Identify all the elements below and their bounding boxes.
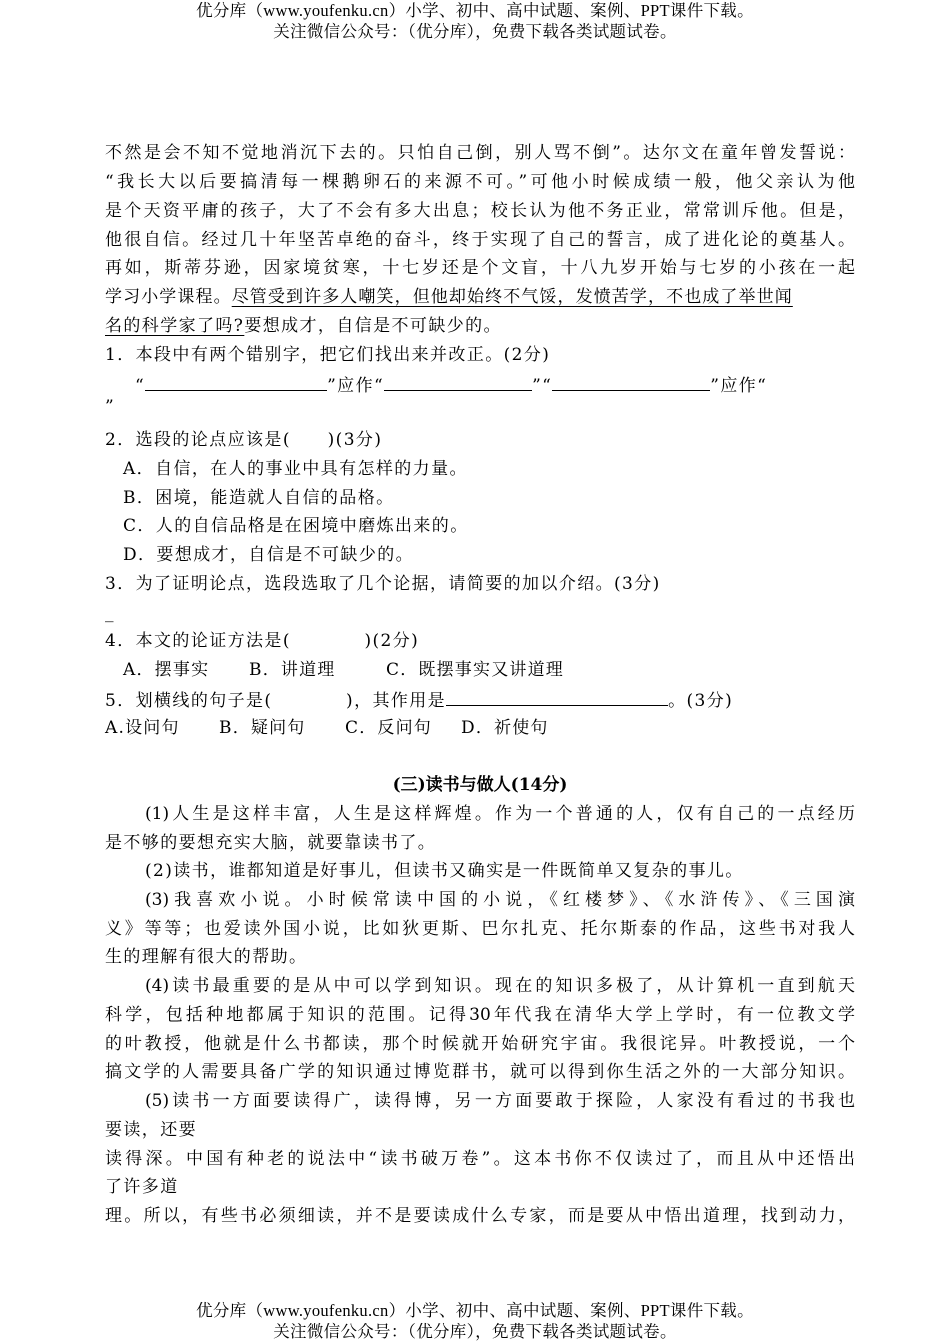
section-paragraph-line: 读得深。中国有种老的说法中“读书破万卷”。这本书你不仅读过了，而且从中还悟出 xyxy=(105,1149,855,1169)
section-title: (三)读书与做人(14分) xyxy=(392,775,568,795)
question-4-option-b: B．讲道理 xyxy=(249,660,336,680)
question-2-option-c: C．人的自信品格是在困境中磨炼出来的。 xyxy=(123,516,469,536)
question-4-option-a: A．摆事实 xyxy=(123,660,210,680)
question-2-option-a: A．自信，在人的事业中具有怎样的力量。 xyxy=(123,459,468,479)
footer-line-2: 关注微信公众号：（优分库），免费下载各类试题试卷。 xyxy=(273,1322,677,1341)
section-paragraph-line: 理。所以，有些书必须细读，并不是要读成什么专家，而是要从中悟出道理，找到动力， xyxy=(105,1206,855,1226)
section-paragraph-line: 搞文学的人需要具备广学的知识通过博览群书，就可以得到你生活之外的一大部分知识。 xyxy=(105,1062,855,1082)
question-1-answer-row: “ ”应作“ ”“ ”应作“ xyxy=(135,376,768,396)
section-paragraph-line: 科学，包括种地都属于知识的范围。记得30年代我在清华大学上学时，有一位教文学 xyxy=(105,1005,855,1025)
section-paragraph-line: (3)我喜欢小说。小时候常读中国的小说，《红楼梦》、《水浒传》、《三国演 xyxy=(145,890,855,910)
passage-line: 再如，斯蒂芬逊，因家境贫寒，十七岁还是个文盲，十八九岁开始与七岁的小孩在一起 xyxy=(105,258,855,278)
section-paragraph-line: 义》等等；也爱读外国小说，比如狄更斯、巴尔扎克、托尔斯泰的作品，这些书对我人 xyxy=(105,919,855,939)
question-1: 1．本段中有两个错别字，把它们找出来并改正。(2分) xyxy=(105,345,551,365)
answer-blank[interactable] xyxy=(446,689,668,706)
page-header xyxy=(0,0,950,42)
passage-text: 学习小学课程。 xyxy=(105,287,232,307)
underlined-sentence: 尽管受到许多人嘲笑，但他却始终不气馁，发愤苦学，不也成了举世闻 xyxy=(231,287,793,307)
question-3-mark: _ xyxy=(105,603,115,623)
question-5-option-a: A.设问句 xyxy=(105,718,180,738)
question-4-option-c: C．既摆事实又讲道理 xyxy=(386,660,565,680)
answer-blank[interactable] xyxy=(552,374,710,391)
question-5: 5．划横线的句子是( )，其作用是 。(3分) xyxy=(105,691,734,711)
footer-line-1: 优分库（www.youfenku.cn）小学、初中、高中试题、案例、PPT课件下载。 xyxy=(196,1301,754,1320)
passage-line: 是个天资平庸的孩子，大了不会有多大出息；校长认为他不务正业，常常训斥他。但是， xyxy=(105,201,855,221)
question-2: 2．选段的论点应该是( )(3分) xyxy=(105,430,383,450)
question-2-option-b: B．困境，能造就人自信的品格。 xyxy=(123,488,395,508)
header-line-1: 优分库（www.youfenku.cn）小学、初中、高中试题、案例、PPT课件下载。 xyxy=(196,1,754,20)
question-5-option-c: C．反问句 xyxy=(345,718,433,738)
section-paragraph-line: 是不够的要想充实大脑，就要靠读书了。 xyxy=(105,833,437,853)
header-line-2: 关注微信公众号：（优分库），免费下载各类试题试卷。 xyxy=(273,22,677,41)
question-5-option-d: D．祈使句 xyxy=(461,718,549,738)
page-footer xyxy=(0,1300,950,1342)
section-paragraph-line: 的叶教授，他就是什么书都读，那个时候就开始研究宇宙。我很诧异。叶教授说，一个 xyxy=(105,1034,855,1054)
section-paragraph-line: (5)读书一方面要读得广，读得博，另一方面要敢于探险，人家没有看过的书我也 xyxy=(145,1091,855,1111)
passage-line xyxy=(105,287,793,307)
answer-blank[interactable] xyxy=(145,374,327,391)
section-paragraph-line: (4)读书最重要的是从中可以学到知识。现在的知识多极了，从计算机一直到航天 xyxy=(145,976,855,996)
section-paragraph-line: (1)人生是这样丰富，人生是这样辉煌。作为一个普通的人，仅有自己的一点经历 xyxy=(145,804,855,824)
underlined-sentence-end: 名的科学家了吗? xyxy=(105,316,245,336)
passage-line xyxy=(105,316,502,336)
question-4: 4．本文的论证方法是( )(2分) xyxy=(105,631,420,651)
passage-line: 他很自信。经过几十年坚苦卓绝的奋斗，终于实现了自己的誓言，成了进化论的奠基人。 xyxy=(105,230,855,250)
section-paragraph-line: (2)读书，谁都知道是好事儿，但读书又确实是一件既简单又复杂的事儿。 xyxy=(145,861,744,881)
question-1-tail: ” xyxy=(105,397,116,417)
passage-line: “我长大以后要搞清每一棵鹅卵石的来源不可。”可他小时候成绩一般，他父亲认为他 xyxy=(105,172,855,192)
question-5-option-b: B．疑问句 xyxy=(219,718,306,738)
question-2-option-d: D．要想成才，自信是不可缺少的。 xyxy=(123,545,415,565)
passage-line: 不然是会不知不觉地消沉下去的。只怕自己倒，别人骂不倒”。达尔文在童年曾发誓说： xyxy=(105,143,855,163)
section-paragraph-line: 要读，还要 xyxy=(105,1120,197,1140)
section-paragraph-line: 了许多道 xyxy=(105,1177,179,1197)
passage-text: 要想成才，自信是不可缺少的。 xyxy=(244,316,502,336)
answer-blank[interactable] xyxy=(384,374,532,391)
section-paragraph-line: 生的理解有很大的帮助。 xyxy=(105,947,308,967)
question-3: 3．为了证明论点，选段选取了几个论据，请简要的加以介绍。(3分) xyxy=(105,574,661,594)
